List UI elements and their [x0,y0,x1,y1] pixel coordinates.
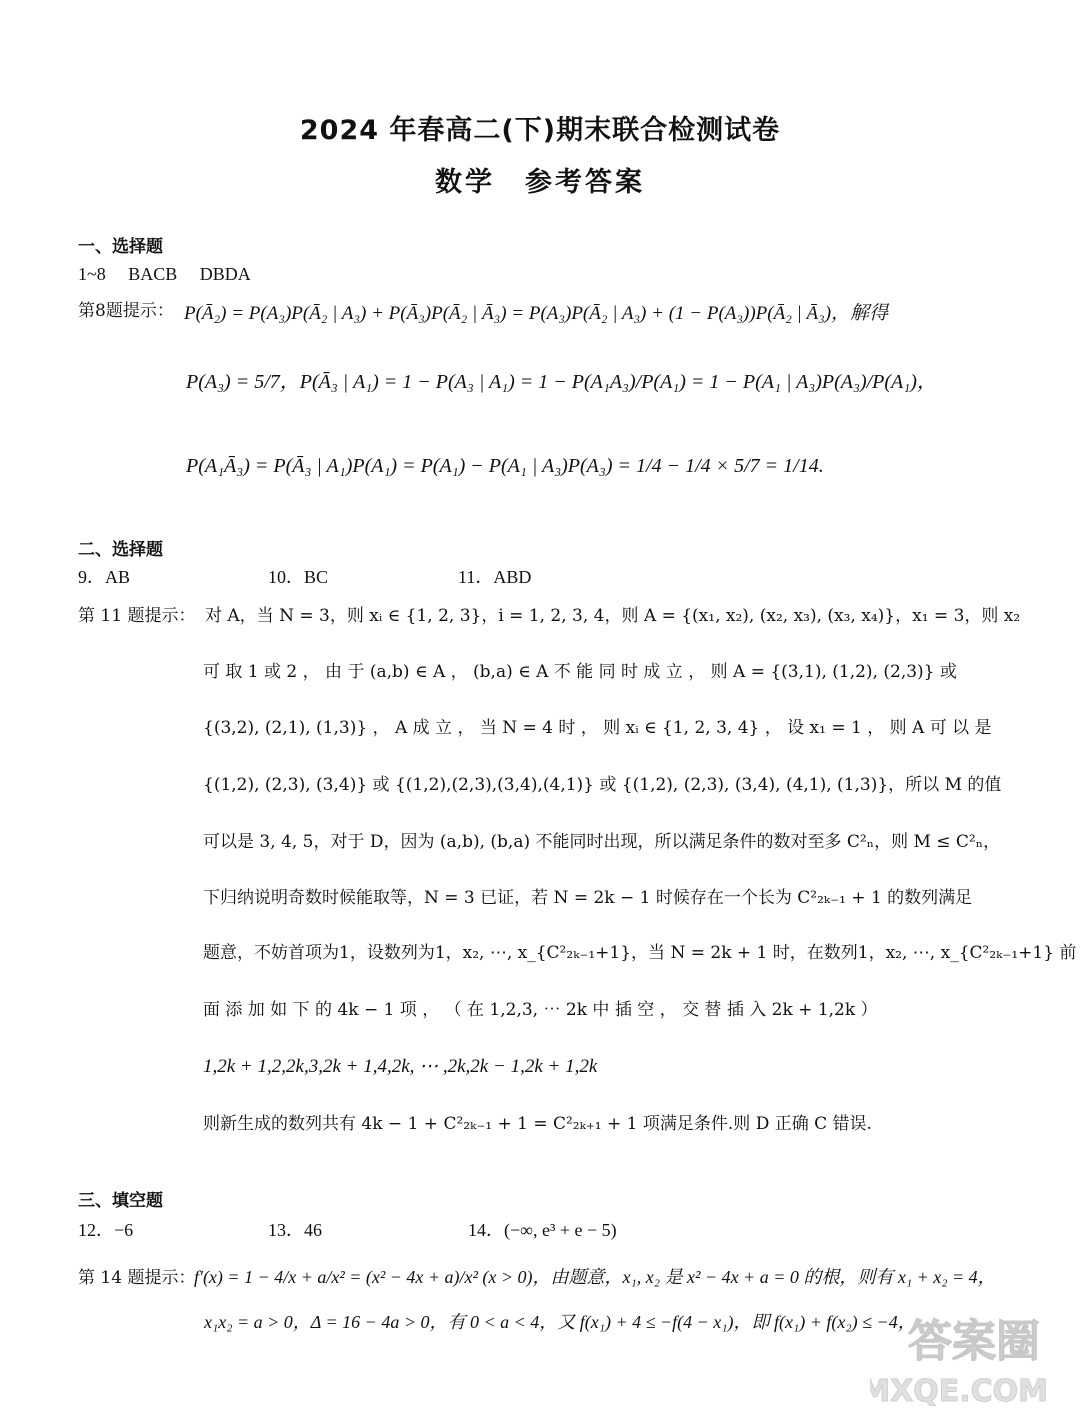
answer-13: 13．46 [268,1220,322,1240]
hint-14-line-2: x₁x₂ = a > 0，Δ = 16 − 4a > 0，有 0 < a < 4，又 f(x₁) + 4 ≤ −f(4 − x₁)，即 f(x₁) + f(x₂) ≤ −4， [204,1312,916,1332]
hint-11-line-8: 面 添 加 如 下 的 4k − 1 项 ， （ 在 1,2,3, ⋯ 2k 中 插 空 ， 交 替 插 入 2k + 1,2k ） [203,1000,878,1020]
watermark-top-text: 答案圈 [908,1316,1040,1367]
watermark-bottom-text: MXQE.COM [870,1374,1048,1409]
answer-14: 14．(−∞, e³ + e − 5) [468,1220,617,1240]
hint-11-line-1: 对 A，当 N = 3，则 xᵢ ∈ {1, 2, 3}，i = 1, 2, 3, 4，则 A = {(x₁, x₂), (x₂, x₃), (x₃, x₄)}，x₁ = 3，则 x₂ [205,606,1021,626]
section-heading-3: 三、填空题 [78,1191,163,1211]
hint-11-label: 第 11 题提示： [78,606,196,626]
hint-8-line-1: P(Ā₂) = P(A₃)P(Ā₂ | A₃) + P(Ā₃)P(Ā₂ | Ā₃) = P(A₃)P(Ā₂ | A₃) + (1 − P(A₃))P(Ā₂ | Ā₃)，解得 [184,303,889,324]
hint-11-line-4: {(1,2), (2,3), (3,4)} 或 {(1,2),(2,3),(3,4),(4,1)} 或 {(1,2), (2,3), (3,4), (4,1), (1,3)}，所以 M 的值 [203,775,1002,795]
hint-14-label: 第 14 题提示： [78,1268,196,1288]
hint-11-line-10: 则新生成的数列共有 4k − 1 + C²₂ₖ₋₁ + 1 = C²₂ₖ₊₁ + 1 项满足条件.则 D 正确 C 错误. [203,1114,872,1134]
page-title: 2024 年春高二(下)期末联合检测试卷 [299,115,781,146]
hint-11-line-2: 可 取 1 或 2 ， 由 于 (a,b) ∈ A ， (b,a) ∈ A 不 能 同 时 成 立 ， 则 A = {(3,1), (1,2), (2,3)} 或 [203,662,957,682]
section-heading-2: 二、选择题 [78,540,163,560]
answer-10: 10．BC [268,567,329,587]
hint-8-line-3: P(A₁Ā₃) = P(Ā₃ | A₁)P(A₁) = P(A₁) − P(A₁ | A₃)P(A₃) = 1/4 − 1/4 × 5/7 = 1/14. [186,455,824,477]
section-heading-1: 一、选择题 [78,237,163,257]
hint-11-line-3: {(3,2), (2,1), (1,3)} ， A 成 立 ， 当 N = 4 时 ， 则 xᵢ ∈ {1, 2, 3, 4} ， 设 x₁ = 1 ， 则 A 可 以 是 [203,718,992,738]
answer-9: 9．AB [78,567,131,587]
hint-11-line-7: 题意，不妨首项为1，设数列为1，x₂, ⋯, x_{C²₂ₖ₋₁+1}，当 N = 2k + 1 时，在数列1，x₂, ⋯, x_{C²₂ₖ₋₁+1} 前 [203,943,1077,963]
hint-8-line-2: P(A₃) = 5/7，P(Ā₃ | A₁) = 1 − P(A₃ | A₁) = 1 − P(A₁A₃)/P(A₁) = 1 − P(A₁ | A₃)P(A₃)/P(A₁)， [186,371,937,393]
hint-14-line-1: f′(x) = 1 − 4/x + a/x² = (x² − 4x + a)/x² (x > 0)，由题意，x₁, x₂ 是 x² − 4x + a = 0 的根，则有 x₁ + x₂ = 4， [194,1267,996,1287]
hint-8-label: 第8题提示： [78,301,174,321]
answer-11: 11．ABD [458,567,532,587]
answers-1-8: 1~8 BACB DBDA [78,264,251,284]
watermark-logo [870,1301,1070,1411]
page-subtitle: 数学 参考答案 [435,167,645,198]
answer-12: 12．−6 [78,1220,134,1240]
hint-11-line-5: 可以是 3, 4, 5，对于 D，因为 (a,b), (b,a) 不能同时出现，所以满足条件的数对至多 C²ₙ，则 M ≤ C²ₙ， [203,832,1001,852]
watermark-graphic [870,1301,1070,1411]
hint-11-line-9: 1,2k + 1,2,2k,3,2k + 1,4,2k, ⋯ ,2k,2k − 1,2k + 1,2k [203,1056,598,1077]
hint-11-line-6: 下归纳说明奇数时候能取等，N = 3 已证，若 N = 2k − 1 时候存在一个长为 C²₂ₖ₋₁ + 1 的数列满足 [203,888,973,908]
